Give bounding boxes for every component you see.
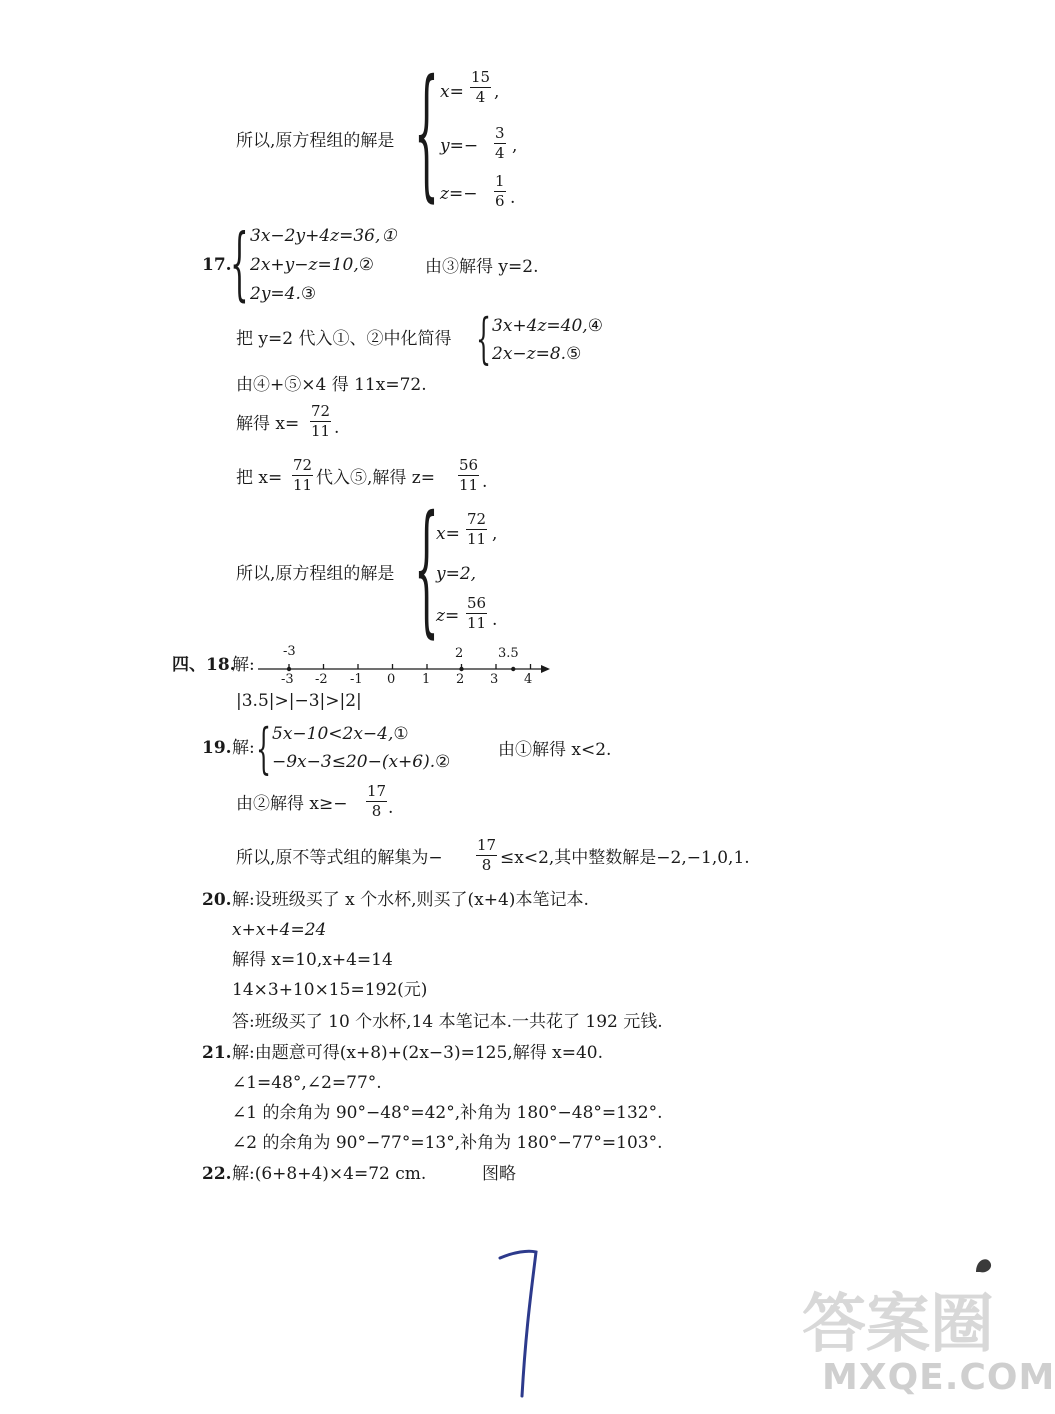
final-prefix: 所以,原方程组的解是 xyxy=(236,564,395,584)
answer-line: 解得 x=10,x+4=14 xyxy=(232,950,393,970)
point-label: -3 xyxy=(283,644,296,659)
number-line-point xyxy=(459,667,463,671)
tick-label: -1 xyxy=(350,672,363,687)
solution-prefix: 所以,原方程组的解是 xyxy=(236,131,395,151)
solve-x-end: . xyxy=(334,418,340,438)
z-fraction: $\frac{1}{6}$ xyxy=(495,172,505,210)
z-end: . xyxy=(510,188,516,208)
final-x-eq: x= xyxy=(436,524,460,544)
number-line-point xyxy=(287,667,291,671)
answer-line: ∠2 的余角为 90°−77°=13°,补角为 180°−77°=103°. xyxy=(232,1133,663,1153)
y-note: 由③解得 y=2. xyxy=(425,257,539,277)
line3-prefix: 所以,原不等式组的解集为− xyxy=(236,848,443,868)
question-number: 17. xyxy=(202,255,232,275)
line2-end: . xyxy=(388,798,394,818)
equation-2: 2x+y−z=10,② xyxy=(250,255,374,275)
question-number: 20. xyxy=(202,890,232,910)
answer-line: ∠1 的余角为 90°−48°=42°,补角为 180°−48°=132°. xyxy=(232,1103,663,1123)
sub2-prefix: 把 x= xyxy=(236,468,283,488)
page-number xyxy=(494,1236,544,1411)
combine-line: 由④+⑤×4 得 11x=72. xyxy=(236,375,427,395)
final-x-end: , xyxy=(492,524,498,544)
inequality-1: 5x−10<2x−4,① xyxy=(272,724,409,744)
handwritten-seven-icon xyxy=(494,1236,544,1406)
section-number: 四、18. xyxy=(172,655,236,675)
y-end: , xyxy=(512,136,518,156)
left-brace: { xyxy=(476,307,492,372)
solve-x-prefix: 解得 x= xyxy=(236,414,300,434)
x-fraction: $\frac{15}{4}$ xyxy=(471,68,491,106)
equation-1: 3x−2y+4z=36,① xyxy=(250,226,397,246)
sub2-fraction-x: $\frac{72}{11}$ xyxy=(293,456,313,494)
comparison: |3.5|>|−3|>|2| xyxy=(236,691,362,711)
final-x-fraction: $\frac{72}{11}$ xyxy=(467,510,487,548)
point-label: 3.5 xyxy=(498,646,519,661)
z-eq: z=− xyxy=(440,184,478,204)
watermark-logo-text: 答案圈 xyxy=(802,1288,994,1362)
left-brace: { xyxy=(414,51,439,217)
x-end: , xyxy=(494,82,500,102)
final-z-end: . xyxy=(492,610,498,630)
number-line-point xyxy=(511,667,515,671)
line3-fraction: $\frac{17}{8}$ xyxy=(477,836,497,874)
figure-note: 图略 xyxy=(482,1164,516,1184)
watermark-logo-icon xyxy=(792,1268,992,1368)
x-eq: x= xyxy=(440,82,464,102)
answer-line: 解:(6+8+4)×4=72 cm. xyxy=(232,1164,427,1184)
sub2-end: . xyxy=(482,472,488,492)
substitution-text: 把 y=2 代入①、②中化简得 xyxy=(236,329,452,349)
y-fraction: $\frac{3}{4}$ xyxy=(495,124,505,162)
equation-4: 3x+4z=40,④ xyxy=(492,316,603,336)
tick-label: 2 xyxy=(456,672,465,687)
answer-line: 解:由题意可得(x+8)+(2x−3)=125,解得 x=40. xyxy=(232,1043,603,1063)
solve-x-fraction: $\frac{72}{11}$ xyxy=(311,402,331,440)
answer-line: x+x+4=24 xyxy=(232,920,327,940)
answer-lead: 解: xyxy=(232,738,255,758)
answer-lead: 解: xyxy=(232,655,255,675)
equation-3: 2y=4.③ xyxy=(250,284,317,304)
y-eq: y=− xyxy=(440,136,479,156)
tick-label: -2 xyxy=(315,672,328,687)
answer-line: ∠1=48°,∠2=77°. xyxy=(232,1073,382,1093)
ineq-note: 由①解得 x<2. xyxy=(498,740,612,760)
watermark-text: MXQE.COM xyxy=(822,1357,1055,1398)
final-y: y=2, xyxy=(436,564,477,584)
sub2-mid: 代入⑤,解得 z= xyxy=(316,468,436,488)
tick-label: 3 xyxy=(490,672,499,687)
tick-label: 1 xyxy=(422,672,431,687)
left-brace: { xyxy=(256,717,272,782)
tick-label: 4 xyxy=(524,672,533,687)
tick-label: 0 xyxy=(387,672,396,687)
arrow-head-icon xyxy=(541,665,550,673)
left-brace: { xyxy=(230,216,249,310)
tick-label: -3 xyxy=(281,672,294,687)
question-number: 21. xyxy=(202,1043,232,1063)
number-line xyxy=(0,0,1000,700)
corner-mark-icon xyxy=(972,1252,996,1278)
sub2-fraction-z: $\frac{56}{11}$ xyxy=(459,456,479,494)
inequality-2: −9x−3≤20−(x+6).② xyxy=(272,752,451,772)
question-number: 22. xyxy=(202,1164,232,1184)
answer-line: 答:班级买了 10 个水杯,14 本笔记本.一共花了 192 元钱. xyxy=(232,1012,663,1032)
equation-5: 2x−z=8.⑤ xyxy=(492,344,582,364)
line2-fraction: $\frac{17}{8}$ xyxy=(367,782,387,820)
question-number: 19. xyxy=(202,738,232,758)
line2-prefix: 由②解得 x≥− xyxy=(236,794,348,814)
point-label: 2 xyxy=(455,646,464,661)
line3-end: ≤x<2,其中整数解是−2,−1,0,1. xyxy=(500,848,750,868)
final-z-eq: z= xyxy=(436,606,460,626)
answer-line: 解:设班级买了 x 个水杯,则买了(x+4)本笔记本. xyxy=(232,890,589,910)
left-brace: { xyxy=(414,487,439,653)
final-z-fraction: $\frac{56}{11}$ xyxy=(467,594,487,632)
answer-line: 14×3+10×15=192(元) xyxy=(232,980,428,1000)
